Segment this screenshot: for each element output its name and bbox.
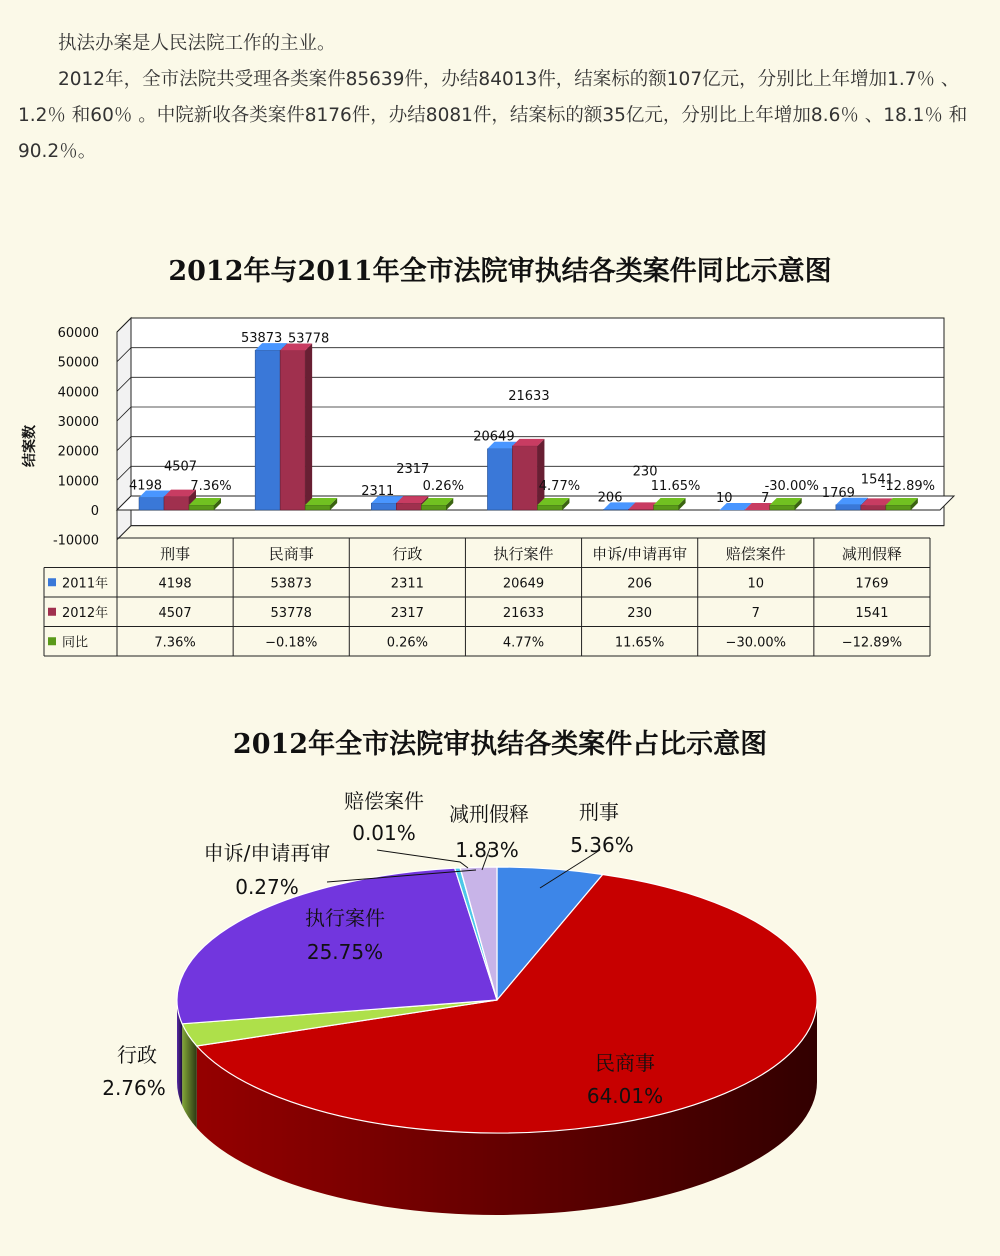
legend-swatch — [48, 637, 56, 645]
data-label: 10 — [715, 490, 733, 506]
table-cell: −30.00% — [725, 635, 787, 651]
slice-value: 2.76% — [102, 1076, 166, 1100]
pie-chart-title: 2012年全市法院审执结各类案件占比示意图 — [232, 729, 768, 760]
slice-value: 0.27% — [235, 875, 299, 899]
table-cell: 53778 — [270, 605, 312, 621]
table-cell: −12.89% — [841, 635, 903, 651]
bar-2011 — [487, 449, 512, 510]
y-tick-label: -10000 — [52, 533, 99, 549]
legend-label: 2011年 — [62, 576, 109, 592]
table-cell: 206 — [627, 576, 653, 592]
y-tick-label: 50000 — [57, 355, 99, 371]
data-label: 0.26% — [422, 479, 464, 494]
data-label: 7.36% — [190, 479, 232, 494]
bar-2011 — [255, 350, 280, 510]
slice-label: 赔偿案件 — [344, 789, 424, 813]
y-axis-label: 结案数 — [22, 425, 38, 467]
table-cell: 2317 — [390, 605, 424, 621]
data-label: 7 — [761, 490, 770, 506]
y-tick-label: 20000 — [57, 444, 99, 460]
category-label: 申诉/申请再审 — [592, 544, 688, 563]
data-label: 4198 — [128, 478, 163, 494]
table-cell: −0.18% — [265, 635, 318, 651]
bar-chart-title: 2012年与2011年全市法院审执结各类案件同比示意图 — [168, 256, 832, 287]
y-tick-label: 10000 — [57, 474, 99, 490]
data-label: 4507 — [163, 459, 198, 475]
bar-yoy — [189, 505, 214, 510]
data-label: 20649 — [473, 429, 515, 445]
table-cell: 1769 — [855, 576, 889, 592]
table-cell: 11.65% — [614, 635, 665, 651]
bar-2011 — [604, 509, 629, 510]
data-label: 2311 — [361, 484, 395, 500]
bar-2011 — [371, 503, 396, 510]
data-label: 53778 — [287, 331, 330, 347]
data-label: 206 — [597, 490, 623, 506]
table-cell: 230 — [627, 605, 653, 621]
slice-label: 刑事 — [579, 800, 619, 824]
bar-chart — [0, 320, 1000, 665]
bar-2012 — [164, 497, 189, 510]
category-label: 赔偿案件 — [725, 544, 786, 563]
category-label: 减刑假释 — [841, 544, 902, 563]
category-label: 执行案件 — [493, 544, 554, 563]
table-cell: 7 — [751, 605, 760, 621]
legend-label: 2012年 — [62, 605, 109, 621]
legend-swatch — [48, 608, 56, 616]
data-label: 1769 — [821, 485, 855, 501]
slice-label: 执行案件 — [305, 906, 385, 930]
bar-yoy — [654, 505, 679, 510]
table-cell: 4507 — [158, 605, 192, 621]
table-cell: 0.26% — [386, 635, 429, 651]
bar-2012 — [396, 503, 421, 510]
bar-2012 — [512, 446, 537, 510]
y-tick-label: 0 — [90, 504, 99, 519]
data-label: -30.00% — [764, 479, 819, 494]
legend-swatch — [48, 578, 56, 586]
slice-label: 减刑假释 — [449, 802, 529, 826]
table-cell: 2311 — [390, 576, 424, 592]
intro-paragraph: 执法办案是人民法院工作的主业。 — [58, 33, 336, 54]
bar-yoy — [886, 505, 911, 510]
data-label: 11.65% — [650, 479, 701, 494]
slice-label: 行政 — [117, 1043, 157, 1067]
slice-value: 64.01% — [586, 1084, 664, 1108]
pie-chart — [0, 770, 1000, 1240]
bar-yoy — [770, 505, 795, 510]
data-label: 2317 — [396, 462, 430, 478]
bar-2012 — [280, 350, 305, 510]
category-label: 行政 — [392, 544, 423, 563]
bar-side — [305, 343, 312, 510]
slice-label: 民商事 — [595, 1051, 655, 1075]
data-label: 21633 — [508, 388, 550, 404]
bar-2011 — [139, 498, 164, 510]
data-label: 4.77% — [538, 479, 581, 494]
slice-value: 25.75% — [306, 940, 384, 964]
table-cell: 4198 — [158, 576, 192, 592]
bar-yoy — [421, 505, 446, 510]
legend-label: 同比 — [62, 635, 89, 651]
data-label: 1541 — [860, 472, 894, 488]
data-label: -12.89% — [880, 479, 935, 494]
table-cell: 21633 — [502, 605, 545, 621]
bar-2011 — [836, 505, 861, 510]
table-cell: 7.36% — [154, 635, 196, 651]
category-label: 刑事 — [160, 544, 191, 563]
bar-2012 — [861, 505, 886, 510]
y-tick-label: 40000 — [57, 385, 99, 401]
table-cell: 20649 — [502, 576, 545, 592]
bar-2012 — [629, 509, 654, 510]
y-tick-label: 60000 — [57, 326, 99, 341]
slice-label: 申诉/申请再审 — [203, 841, 331, 865]
stats-paragraph: 2012年，全市法院共受理各类案件85639件，办结84013件，结案标的额107亿元，分别比上年增加1.7％ 、1.2％ 和60％ 。中院新收各类案件8176件，办结8081件，结案标的额35亿元，分别比上年增加8.6％ 、18.1％ 和90.2％。 — [18, 69, 968, 162]
y-tick-label: 30000 — [57, 415, 99, 430]
data-label: 53873 — [240, 331, 283, 347]
bar-yoy — [305, 505, 330, 510]
table-cell: 4.77% — [502, 635, 545, 651]
slice-value: 5.36% — [570, 833, 634, 857]
bar-yoy — [537, 505, 562, 510]
category-label: 民商事 — [268, 544, 314, 563]
slice-value: 0.01% — [352, 821, 416, 845]
slice-value: 1.83% — [455, 838, 519, 862]
table-cell: 1541 — [855, 605, 889, 621]
table-cell: 10 — [747, 576, 765, 592]
table-cell: 53873 — [270, 576, 312, 592]
data-label: 230 — [632, 464, 658, 480]
